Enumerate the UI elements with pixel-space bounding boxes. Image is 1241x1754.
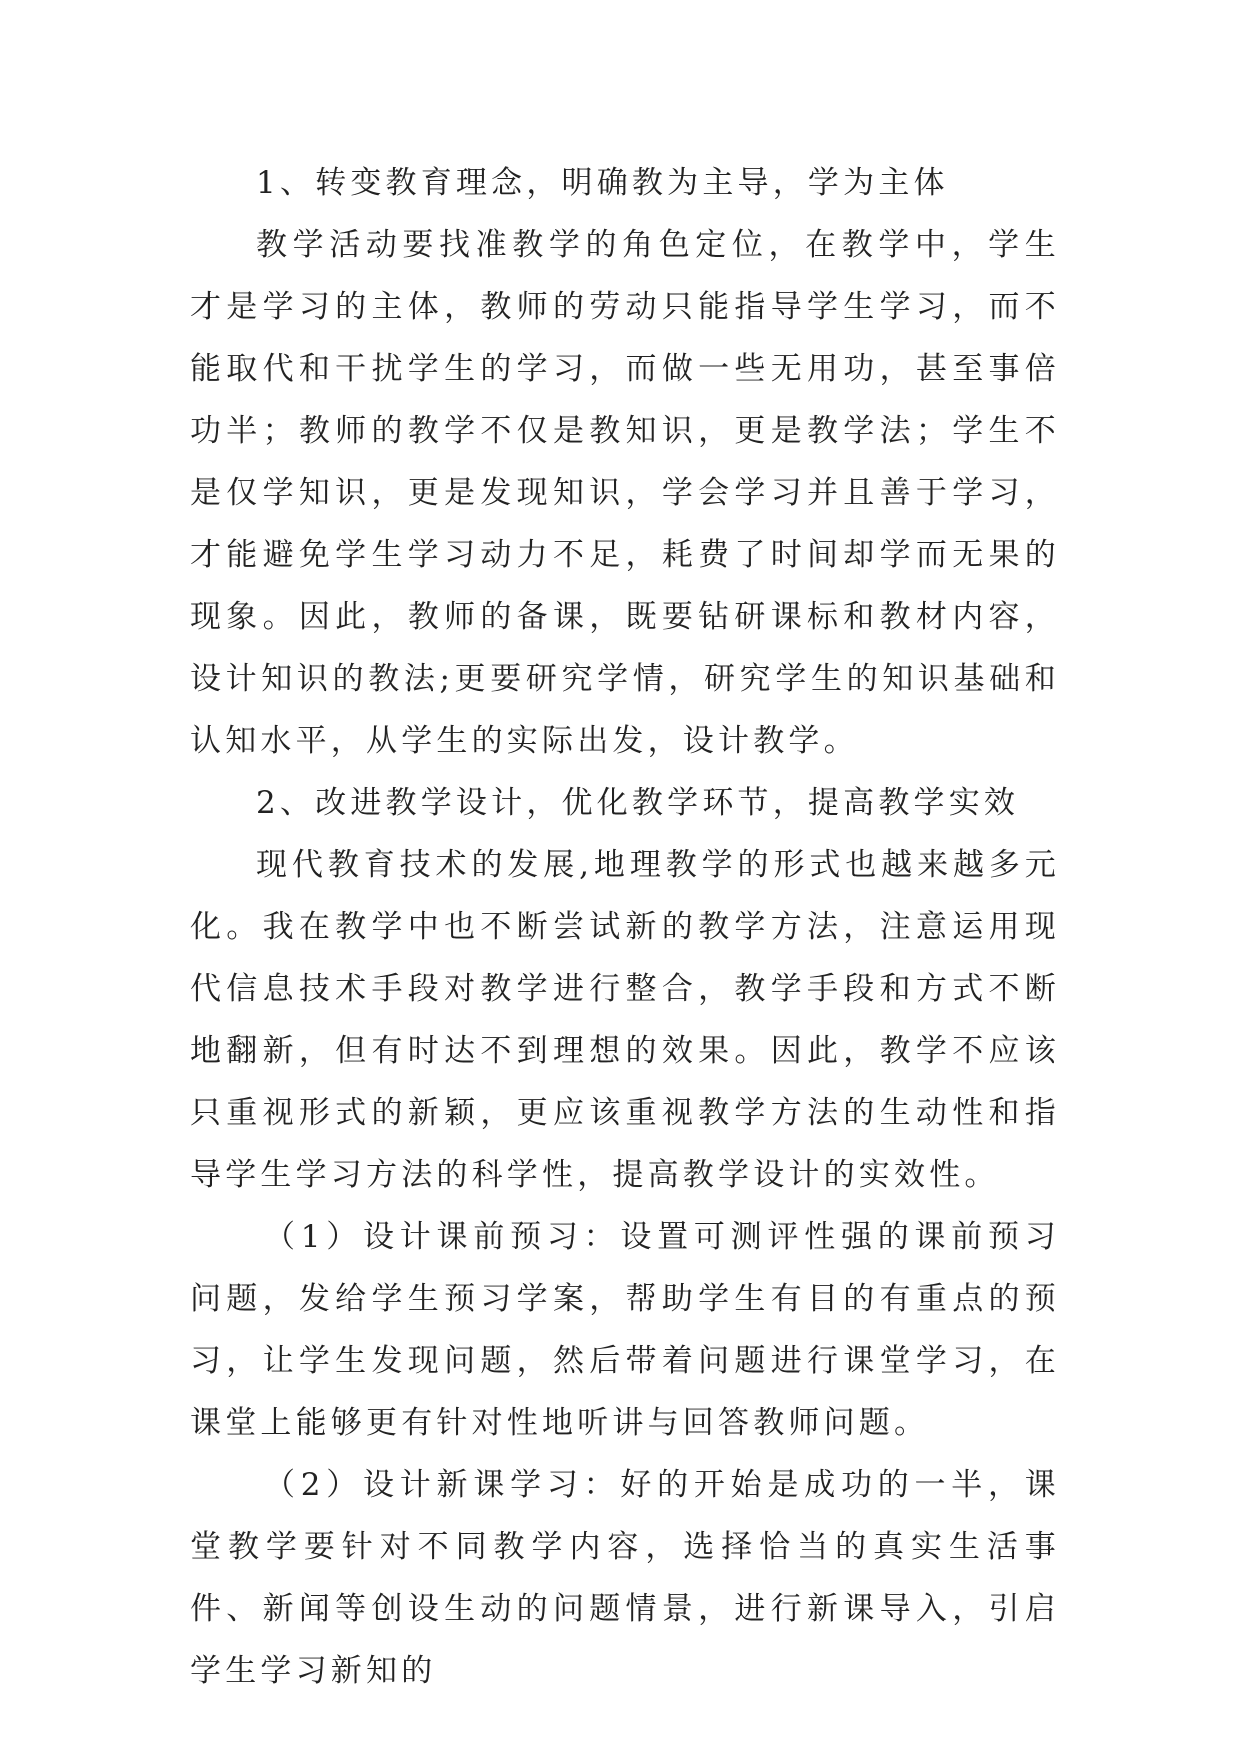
- document-body: [190, 152, 1060, 1702]
- section-heading-1: 1、转变教育理念，明确教为主导，学为主体: [256, 165, 949, 201]
- section-heading-2: 2、改进教学设计，优化教学环节，提高教学实效: [256, 785, 1020, 821]
- paragraph-teaching-design: 现代教育技术的发展,地理教学的形式也越来越多元化。我在教学中也不断尝试新的教学方法，注意运用现代信息技术手段对教学进行整合，教学手段和方式不断地翻新，但有时达不到理想的效果。因此，教学不应该只重视形式的新颖，更应该重视教学方法的生动性和指导学生学习方法的科学性，提高教学设计的实效性。: [190, 847, 1060, 1193]
- paragraph-new-lesson-design: （2）设计新课学习：好的开始是成功的一半，课堂教学要针对不同教学内容，选择恰当的真实生活事件、新闻等创设生动的问题情景，进行新课导入，引启学生学习新知的: [190, 1467, 1060, 1689]
- paragraph-role-of-teaching: 教学活动要找准教学的角色定位，在教学中，学生才是学习的主体，教师的劳动只能指导学生学习，而不能取代和干扰学生的学习，而做一些无用功，甚至事倍功半；教师的教学不仅是教知识，更是教学法；学生不是仅学知识，更是发现知识，学会学习并且善于学习，才能避免学生学习动力不足，耗费了时间却学而无果的现象。因此，教师的备课，既要钻研课标和教材内容，设计知识的教法;更要研究学情，研究学生的知识基础和认知水平，从学生的实际出发，设计教学。: [190, 227, 1060, 759]
- paragraph-preview-design: （1）设计课前预习：设置可测评性强的课前预习问题，发给学生预习学案，帮助学生有目的有重点的预习，让学生发现问题，然后带着问题进行课堂学习，在课堂上能够更有针对性地听讲与回答教师问题。: [190, 1219, 1060, 1441]
